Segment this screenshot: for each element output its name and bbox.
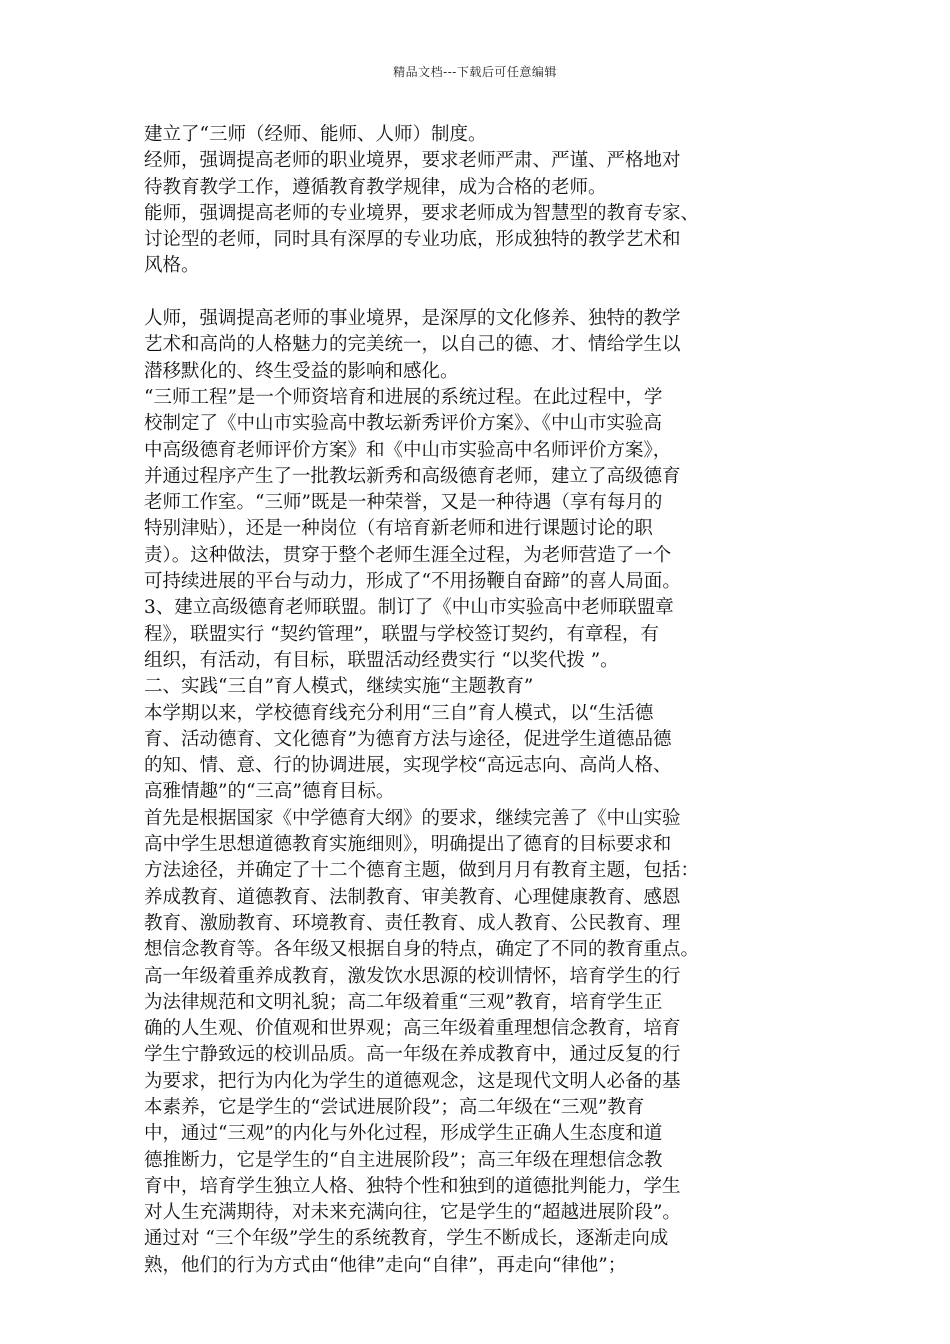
text-line: 老师工作室。“三师”既是一种荣誉，又是一种待遇（享有每月的 xyxy=(144,492,663,514)
text-line: 潜移默化的、终生受益的影响和感化。 xyxy=(144,360,459,382)
text-line: 待教育教学工作，遵循教育教学规律，成为合格的老师。 xyxy=(144,176,607,198)
text-line: 风格。 xyxy=(144,255,200,277)
text-line: 本学期以来，学校德育线充分利用“三自”育人模式，以“生活德 xyxy=(144,702,654,724)
text-line: 人师，强调提高老师的事业境界，是深厚的文化修养、独特的教学 xyxy=(144,308,681,330)
text-line: 能师，强调提高老师的专业境界，要求老师成为智慧型的教育专家、 xyxy=(144,202,700,224)
document-body xyxy=(144,122,810,1279)
text-line: 首先是根据国家《中学德育大纲》的要求，继续完善了《中山实验 xyxy=(144,807,681,829)
text-line: 并通过程序产生了一批教坛新秀和高级德育老师，建立了高级德育 xyxy=(144,465,681,487)
paragraph xyxy=(144,385,810,595)
text-line: 本素养，它是学生的“尝试进展阶段”；高二年级在“三观”教育 xyxy=(144,1096,645,1118)
paragraph xyxy=(144,674,810,700)
text-line: 经师，强调提高老师的职业境界，要求老师严肃、严谨、严格地对 xyxy=(144,150,681,172)
paragraph xyxy=(144,148,810,201)
text-line: 通过对 “三个年级”学生的系统教育，学生不断成长，逐渐走向成 xyxy=(144,1228,669,1250)
text-line: 为法律规范和文明礼貌；高二年级着重“三观”教育，培育学生正 xyxy=(144,991,663,1013)
text-line: 育中，培育学生独立人格、独特个性和独到的道德批判能力，学生 xyxy=(144,1175,681,1197)
text-line: 高一年级着重养成教育，激发饮水思源的校训情怀，培育学生的行 xyxy=(144,965,681,987)
text-line: 对人生充满期待，对未来充满向往，它是学生的“超越进展阶段”。 xyxy=(144,1202,681,1224)
paragraph xyxy=(144,595,810,674)
text-line: 高雅情趣”的“三高”德育目标。 xyxy=(144,781,395,803)
text-line: 教育、激励教育、环境教育、责任教育、成人教育、公民教育、理 xyxy=(144,912,681,934)
paragraph xyxy=(144,122,810,148)
blank-line xyxy=(144,280,810,306)
text-line: 想信念教育等。各年级又根据自身的特点，确定了不同的教育重点。 xyxy=(144,939,700,961)
text-line: 艺术和高尚的人格魅力的完美统一，以自己的德、才、情给学生以 xyxy=(144,334,681,356)
text-line: 3、建立高级德育老师联盟。制订了《中山市实验高中老师联盟章 xyxy=(144,597,674,619)
text-line: 德推断力，它是学生的“自主进展阶段”；高三年级在理想信念教 xyxy=(144,1149,663,1171)
text-line: 责）。这种做法，贯穿于整个老师生涯全过程，为老师营造了一个 xyxy=(144,544,672,566)
text-line: 学生宁静致远的校训品质。高一年级在养成教育中，通过反复的行 xyxy=(144,1044,681,1066)
text-line: 确的人生观、价值观和世界观；高三年级着重理想信念教育，培育 xyxy=(144,1018,681,1040)
paragraph xyxy=(144,306,810,385)
text-line: 中，通过“三观”的内化与外化过程，形成学生正确人生态度和道 xyxy=(144,1123,663,1145)
text-line: 程》，联盟实行 “契约管理”，联盟与学校签订契约，有章程，有 xyxy=(144,623,660,645)
text-line: 为要求，把行为内化为学生的道德观念，这是现代文明人必备的基 xyxy=(144,1070,681,1092)
page-header: 精品文档---下载后可任意编辑 xyxy=(393,65,557,79)
text-line: 中高级德育老师评价方案》和《中山市实验高中名师评价方案》， xyxy=(144,439,672,461)
text-line: 养成教育、道德教育、法制教育、审美教育、心理健康教育、感恩 xyxy=(144,886,681,908)
text-line: 可持续进展的平台与动力，形成了“不用扬鞭自奋蹄”的喜人局面。 xyxy=(144,571,681,593)
text-line: 熟，他们的行为方式由“他律”走向“自律”，再走向“律他”； xyxy=(144,1254,627,1276)
text-line: 育、活动德育、文化德育”为德育方法与途径，促进学生道德品德 xyxy=(144,728,672,750)
text-line: 二、实践“三自”育人模式，继续实施“主题教育” xyxy=(144,676,534,698)
text-line: 方法途径，并确定了十二个德育主题，做到月月有教育主题，包括： xyxy=(144,860,700,882)
text-line: 高中学生思想道德教育实施细则》，明确提出了德育的目标要求和 xyxy=(144,834,672,856)
paragraph xyxy=(144,201,810,280)
text-line: 建立了“三师（经师、能师、人师）制度。 xyxy=(144,124,487,145)
paragraph xyxy=(144,701,810,806)
text-line: 校制定了《中山市实验高中教坛新秀评价方案》、《中山市实验高 xyxy=(144,413,663,435)
text-line: 组织，有活动，有目标，联盟活动经费实行 “以奖代拨 ”。 xyxy=(144,649,619,671)
text-line: “三师工程”是一个师资培育和进展的系统过程。在此过程中，学 xyxy=(144,386,663,408)
text-line: 特别津贴），还是一种岗位（有培育新老师和进行课题讨论的职 xyxy=(144,518,653,540)
text-line: 的知、情、意、行的协调进展，实现学校“高远志向、高尚人格、 xyxy=(144,755,672,777)
text-line: 讨论型的老师，同时具有深厚的专业功底，形成独特的教学艺术和 xyxy=(144,229,681,251)
paragraph xyxy=(144,806,810,1279)
